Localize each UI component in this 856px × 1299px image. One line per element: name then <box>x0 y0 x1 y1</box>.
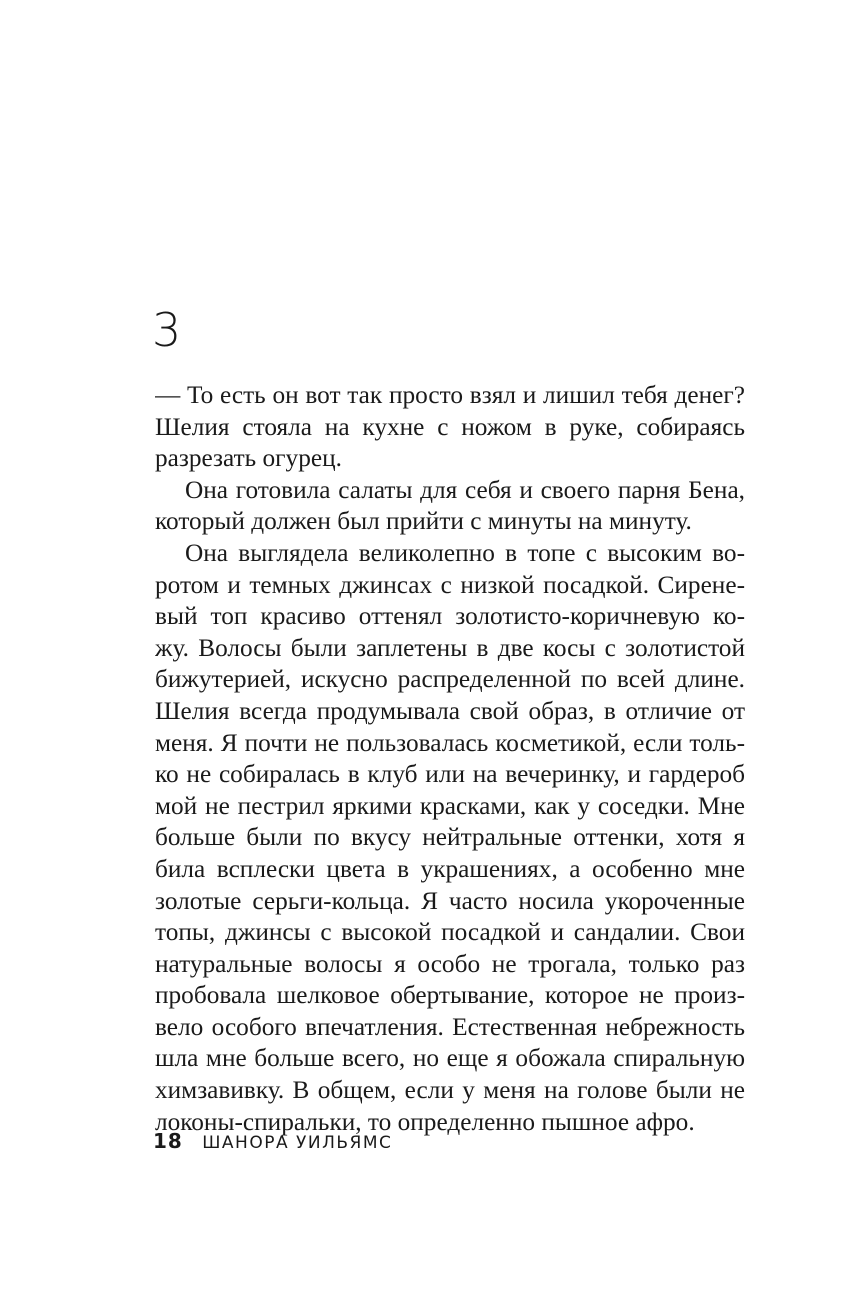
text-line: — То есть он вот так просто взял и лишил тебя денег? <box>155 381 745 409</box>
text-line: больше были по вкусу нейтральные оттенки, хотя я <box>155 823 745 852</box>
text-line: жу. Волосы были заплетены в две косы с золотистой <box>155 633 745 662</box>
text-line: била всплески цвета в украшениях, а особенно мне <box>155 854 745 883</box>
text-line: химзавивку. В общем, если у меня на голове были не <box>155 1076 745 1105</box>
text-line: вело особого впечатления. Естественная небрежность <box>155 1012 745 1041</box>
text-line: меня. Я почти не пользовалась косметикой, если толь- <box>155 728 745 757</box>
text-line: пробовала шелковое обертывание, которое не произ- <box>155 981 745 1010</box>
text-line: Шелия стояла на кухне с ножом в руке, собираясь <box>155 412 745 441</box>
text-line: бижутерией, искусно распределенной по всей длине. <box>155 665 745 694</box>
text-line: Она выглядела великолепно в топе с высоким во- <box>185 538 745 567</box>
text-line: который должен был прийти с минуты на минуту. <box>155 507 692 536</box>
text-line: вый топ красиво оттенял золотисто-коричневую ко- <box>155 602 745 631</box>
body-text <box>155 380 745 1138</box>
text-line: разрезать огурец. <box>155 444 342 473</box>
text-line: Шелия всегда продумывала свой образ, в отличие от <box>155 696 745 725</box>
text-line: шла мне больше всего, но еще я обожала спиральную <box>155 1044 745 1073</box>
text-line: ротом и темных джинсах с низкой посадкой. Сирене- <box>155 570 745 599</box>
page-footer <box>153 1129 392 1155</box>
text-line: ко не собиралась в клуб или на вечеринку, и гардероб <box>155 760 745 789</box>
text-line: Она готовила салаты для себя и своего парня Бена, <box>185 475 745 504</box>
text-line: локоны-спиральки, то определенно пышное афро. <box>155 1107 695 1136</box>
page-number: 18 <box>153 1129 183 1153</box>
text-line: золотые серьги-кольца. Я часто носила укороченные <box>155 886 745 915</box>
running-head: ШАНОРА УИЛЬЯМС <box>202 1133 393 1153</box>
chapter-number: 3 <box>152 303 182 357</box>
text-line: топы, джинсы с высокой посадкой и сандалии. Свои <box>155 918 745 947</box>
text-line: мой не пестрил яркими красками, как у соседки. Мне <box>155 791 745 820</box>
text-line: натуральные волосы я особо не трогала, только раз <box>155 949 745 978</box>
